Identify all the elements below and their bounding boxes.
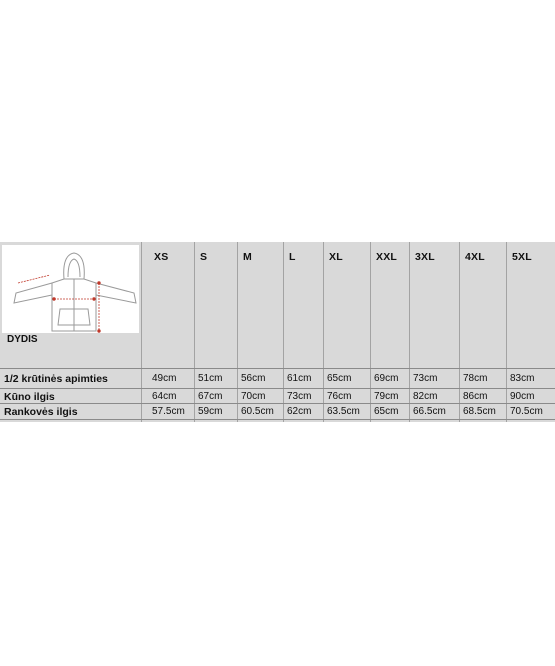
row-divider xyxy=(0,388,555,389)
size-column-header: 5XL xyxy=(512,251,532,263)
measurement-cell: 82cm xyxy=(413,391,438,402)
column-divider xyxy=(283,242,284,422)
measurement-cell: 65cm xyxy=(374,406,399,417)
measurement-cell: 67cm xyxy=(198,391,223,402)
measurement-cell: 60.5cm xyxy=(241,406,274,417)
measurement-cell: 90cm xyxy=(510,391,535,402)
size-column-header: 3XL xyxy=(415,251,435,263)
measurement-cell: 70.5cm xyxy=(510,406,543,417)
size-column-header: XL xyxy=(329,251,343,263)
measurement-cell: 83cm xyxy=(510,373,535,384)
column-divider xyxy=(323,242,324,422)
column-divider xyxy=(506,242,507,422)
column-divider xyxy=(141,242,142,422)
size-column-header: XXL xyxy=(376,251,398,263)
row-divider xyxy=(0,419,555,420)
measurement-cell: 63.5cm xyxy=(327,406,360,417)
measurement-cell: 66.5cm xyxy=(413,406,446,417)
column-divider xyxy=(237,242,238,422)
measurement-cell: 68.5cm xyxy=(463,406,496,417)
measurement-cell: 57.5cm xyxy=(152,406,185,417)
measurement-cell: 49cm xyxy=(152,373,177,384)
measurement-cell: 51cm xyxy=(198,373,223,384)
size-column-header: M xyxy=(243,251,252,263)
column-divider xyxy=(459,242,460,422)
column-divider xyxy=(370,242,371,422)
measurement-cell: 56cm xyxy=(241,373,266,384)
hoodie-measurement-sketch-icon xyxy=(2,245,139,333)
size-column-header: L xyxy=(289,251,296,263)
measurement-row-label: Kūno ilgis xyxy=(4,391,55,403)
measurement-cell: 59cm xyxy=(198,406,223,417)
size-column-header: 4XL xyxy=(465,251,485,263)
measurement-cell: 79cm xyxy=(374,391,399,402)
measurement-cell: 78cm xyxy=(463,373,488,384)
measurement-row-label: Rankovės ilgis xyxy=(4,406,78,418)
column-divider xyxy=(194,242,195,422)
size-column-header: XS xyxy=(154,251,169,263)
measurement-cell: 70cm xyxy=(241,391,266,402)
measurement-cell: 62cm xyxy=(287,406,312,417)
measurement-cell: 73cm xyxy=(287,391,312,402)
row-divider xyxy=(0,403,555,404)
measurement-cell: 65cm xyxy=(327,373,352,384)
measurement-cell: 64cm xyxy=(152,391,177,402)
size-header-label: DYDIS xyxy=(7,334,38,345)
measurement-cell: 69cm xyxy=(374,373,399,384)
measurement-cell: 61cm xyxy=(287,373,312,384)
measurement-row-label: 1/2 krūtinės apimties xyxy=(4,373,108,385)
row-divider xyxy=(0,368,555,369)
size-column-header: S xyxy=(200,251,208,263)
measurement-cell: 86cm xyxy=(463,391,488,402)
size-chart-table xyxy=(0,242,555,422)
measurement-cell: 76cm xyxy=(327,391,352,402)
column-divider xyxy=(409,242,410,422)
measurement-cell: 73cm xyxy=(413,373,438,384)
